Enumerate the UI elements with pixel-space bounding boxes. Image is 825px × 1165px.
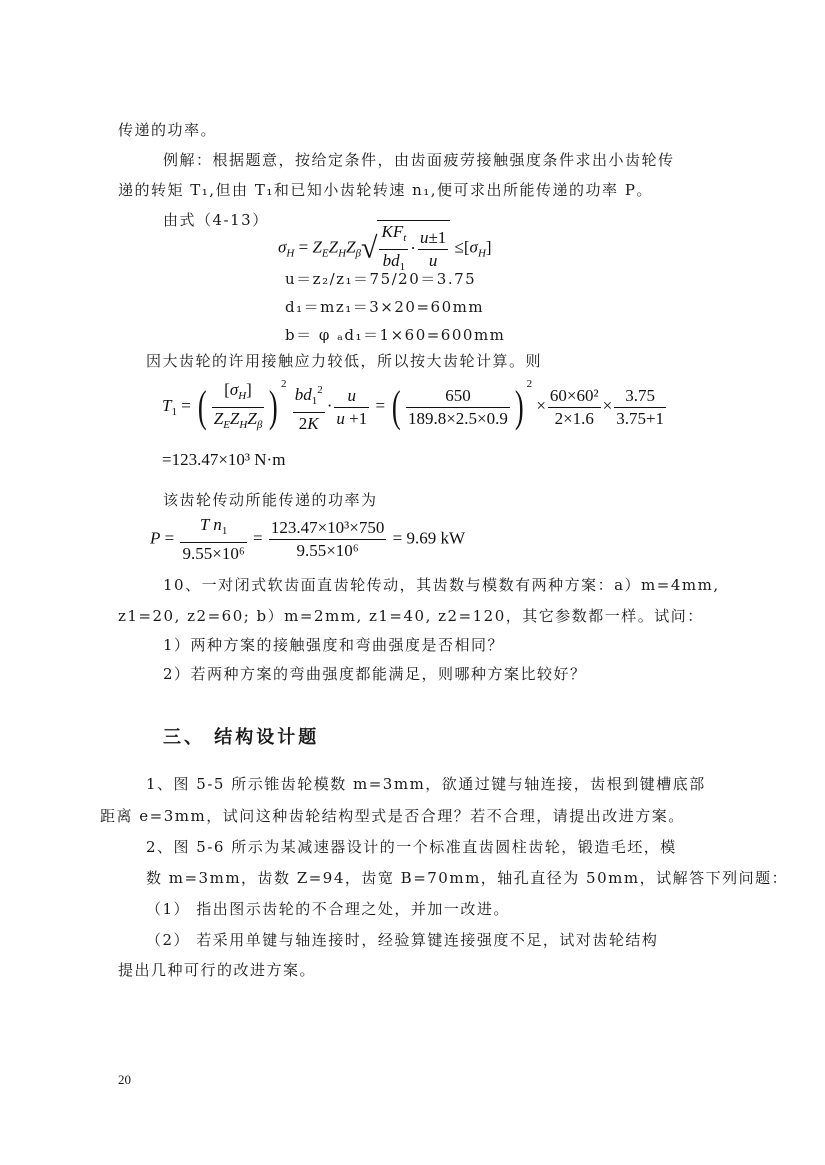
text-line: 1）两种方案的接触强度和弯曲强度是否相同？ [163,636,505,654]
text-line: （1） 指出图示齿轮的不合理之处，并加一改进。 [146,900,510,918]
text-line: 2）若两种方案的弯曲强度都能满足，则哪种方案比较好？ [163,665,587,683]
text-line: 10、一对闭式软齿面直齿轮传动，其齿数与模数有两种方案：a）m=4mm, [163,576,720,594]
text-line: 由式（4-13） [163,211,269,229]
equation-d1: d₁＝mz₁＝3×20=60mm [285,298,485,316]
text-line: 传递的功率。 [118,121,218,139]
text-line: 数 m=3mm，齿数 Z=94，齿宽 B=70mm，轴孔直径为 50mm，试解答下列问题： [146,869,789,887]
equation-b: b＝ φ ₐd₁＝1×60=600mm [285,326,506,344]
text-line: 提出几种可行的改进方案。 [118,961,317,979]
equation-power: P = $\frac{T n_1}{\text{9.55×10⁶}}$ = $\frac{\text{123.47×10³×750}}{\text{9.55×10⁶}}$ = 9.69 kW [150,515,466,563]
text-line: 因大齿轮的许用接触应力较低，所以按大齿轮计算。则 [146,352,543,370]
text-line: 2、图 5-6 所示为某减速器设计的一个标准直齿圆柱齿轮，锻造毛坯，模 [146,838,677,856]
text-line: 1、图 5-5 所示锥齿轮模数 m=3mm，欲通过键与轴连接，齿根到键槽底部 [146,775,706,793]
equation-u: u＝z₂/z₁＝75/20＝3.75 [285,270,477,288]
page-number: 20 [118,1072,131,1087]
equation-t1: $T_1$ = ( $\frac{[\sigma_H]}{Z_EZ_HZ_\beta}$ ) $^2$ $\frac{bd_1^2}{2K}$ · $\frac{u}{u +1}$ = ( $\frac{650}{189.8\times 2.5\times 0.9}$ ) $^2$ × $\frac{\text{60×60²}}{2\times 1.6}$ × $\frac{3.75}{3.75+1}$ [162,378,665,434]
text-line: z1=20, z2=60; b）m=2mm, z1=40, z2=120，其它参数都一样。试问： [118,607,704,625]
equation-sigma-h: $\sigma_H = Z_EZ_HZ_\beta√$ $\frac{KF_t}{bd_1}$ · $\frac{u\pm 1}{u}$ $\le[\sigma_H]$ [278,220,492,277]
text-line: （2） 若采用单键与轴连接时，经验算键连接强度不足，试对齿轮结构 [146,931,659,949]
text-line: 例解：根据题意，按给定条件，由齿面疲劳接触强度条件求出小齿轮传 [163,151,675,169]
text-line: 距离 e=3mm，试问这种齿轮结构型式是否合理？若不合理，请提出改进方案。 [100,807,685,825]
equation-t1-result: =123.47×10³ N·m [162,450,286,469]
section-heading: 三、 结构设计题 [163,727,320,748]
text-line: 该齿轮传动所能传递的功率为 [163,491,378,509]
text-line: 递的转矩 T₁,但由 T₁和已知小齿轮转速 n₁,便可求出所能传递的功率 P。 [118,181,653,199]
